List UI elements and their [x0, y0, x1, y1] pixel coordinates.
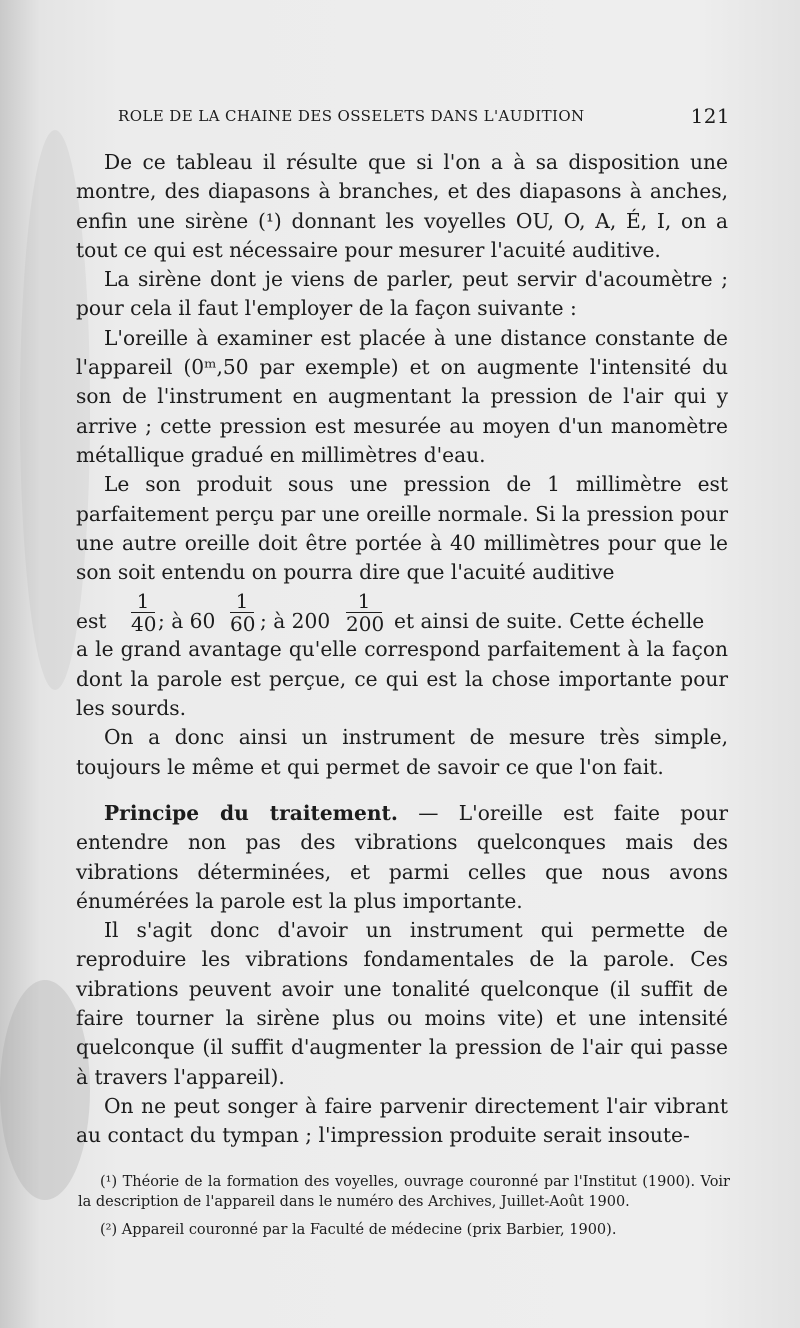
paragraph: De ce tableau il résulte que si l'on a à sa disposition une montre, des diapasons à branches, et des diapasons à anches, enfin une sirène (¹) donnant les voyelles OU, O, A, É, I, on a tout ce qui est nécessaire pour mesurer l'acuité auditive. — [76, 150, 728, 262]
fraction-denominator: 60 — [230, 612, 256, 637]
paragraph: On ne peut songer à faire parvenir directement l'air vibrant au contact du tympan ; l'impression produite serait insoute- — [76, 1093, 728, 1148]
section-text: — L'oreille est faite pour entendre non pas des vibrations quelconques mais des vibrations déterminées, et parmi celles que nous avons énumérées la parole est la plus importante. — [76, 800, 729, 913]
fraction-1-40 — [131, 589, 157, 637]
fraction-numerator: 1 — [131, 591, 155, 613]
section-heading: Principe du traitement. — [104, 800, 398, 825]
fraction-1-60 — [230, 589, 256, 637]
fraction-1-200 — [346, 589, 385, 637]
fraction-separator: ; à 60 — [158, 609, 216, 634]
fraction-line — [76, 591, 728, 635]
paragraph: Le son produit sous une pression de 1 millimètre est parfaitement perçu par une oreille normale. Si la pression pour une autre oreille doit être portée à 40 millimètres pour que le son soit entendu on pourra dire que l'acuité auditive — [76, 472, 728, 585]
fraction-denominator: 200 — [346, 612, 385, 637]
paragraph: L'oreille à examiner est placée à une distance constante de l'appareil (0ᵐ,50 par exemple) et on augmente l'intensité du son de l'instrument en augmentant la pression de l'air qui y arrive ; cette pression est mesurée au moyen d'un manomètre métallique gradué en millimètres d'eau. — [76, 325, 728, 467]
footnotes — [78, 1172, 730, 1248]
footnote: (¹) Théorie de la formation des voyelles, ouvrage couronné par l'Institut (1900). Voir la description de l'appareil dans le numéro des Archives, Juillet-Août 1900. — [78, 1174, 730, 1210]
paragraph: La sirène dont je viens de parler, peut servir d'acoumètre ; pour cela il faut l'employer de la façon suivante : — [76, 267, 728, 321]
running-title: ROLE DE LA CHAINE DES OSSELETS DANS L'AUDITION — [118, 107, 585, 125]
fraction-numerator: 1 — [230, 591, 254, 613]
page-number: 121 — [690, 104, 730, 128]
paragraph: Il s'agit donc d'avoir un instrument qui permette de reproduire les vibrations fondamentales de la parole. Ces vibrations peuvent avoir une tonalité quelconque (il suffit de faire tourner la sirène plus ou moins vite) et une intensité quelconque (il suffit d'augmenter la pression de l'air qui passe à travers l'appareil). — [76, 918, 728, 1089]
running-header — [118, 104, 730, 132]
fraction-separator: ; à 200 — [260, 609, 331, 634]
paragraph: On a donc ainsi un instrument de mesure très simple, toujours le même et qui permet de savoir ce que l'on fait. — [76, 725, 728, 779]
fraction-numerator: 1 — [346, 591, 382, 613]
paragraph: a le grand avantage qu'elle correspond parfaitement à la façon dont la parole est perçue, ce qui est la chose importante pour les sourds. — [76, 637, 728, 721]
fraction-tail: et ainsi de suite. Cette échelle — [394, 609, 705, 634]
section-spacer — [76, 782, 728, 799]
main-text — [76, 148, 728, 1151]
word-est: est — [76, 609, 107, 634]
section-paragraph — [76, 799, 728, 916]
footnote: (²) Appareil couronné par la Faculté de médecine (prix Barbier, 1900). — [100, 1222, 617, 1238]
fraction-denominator: 40 — [131, 612, 157, 637]
